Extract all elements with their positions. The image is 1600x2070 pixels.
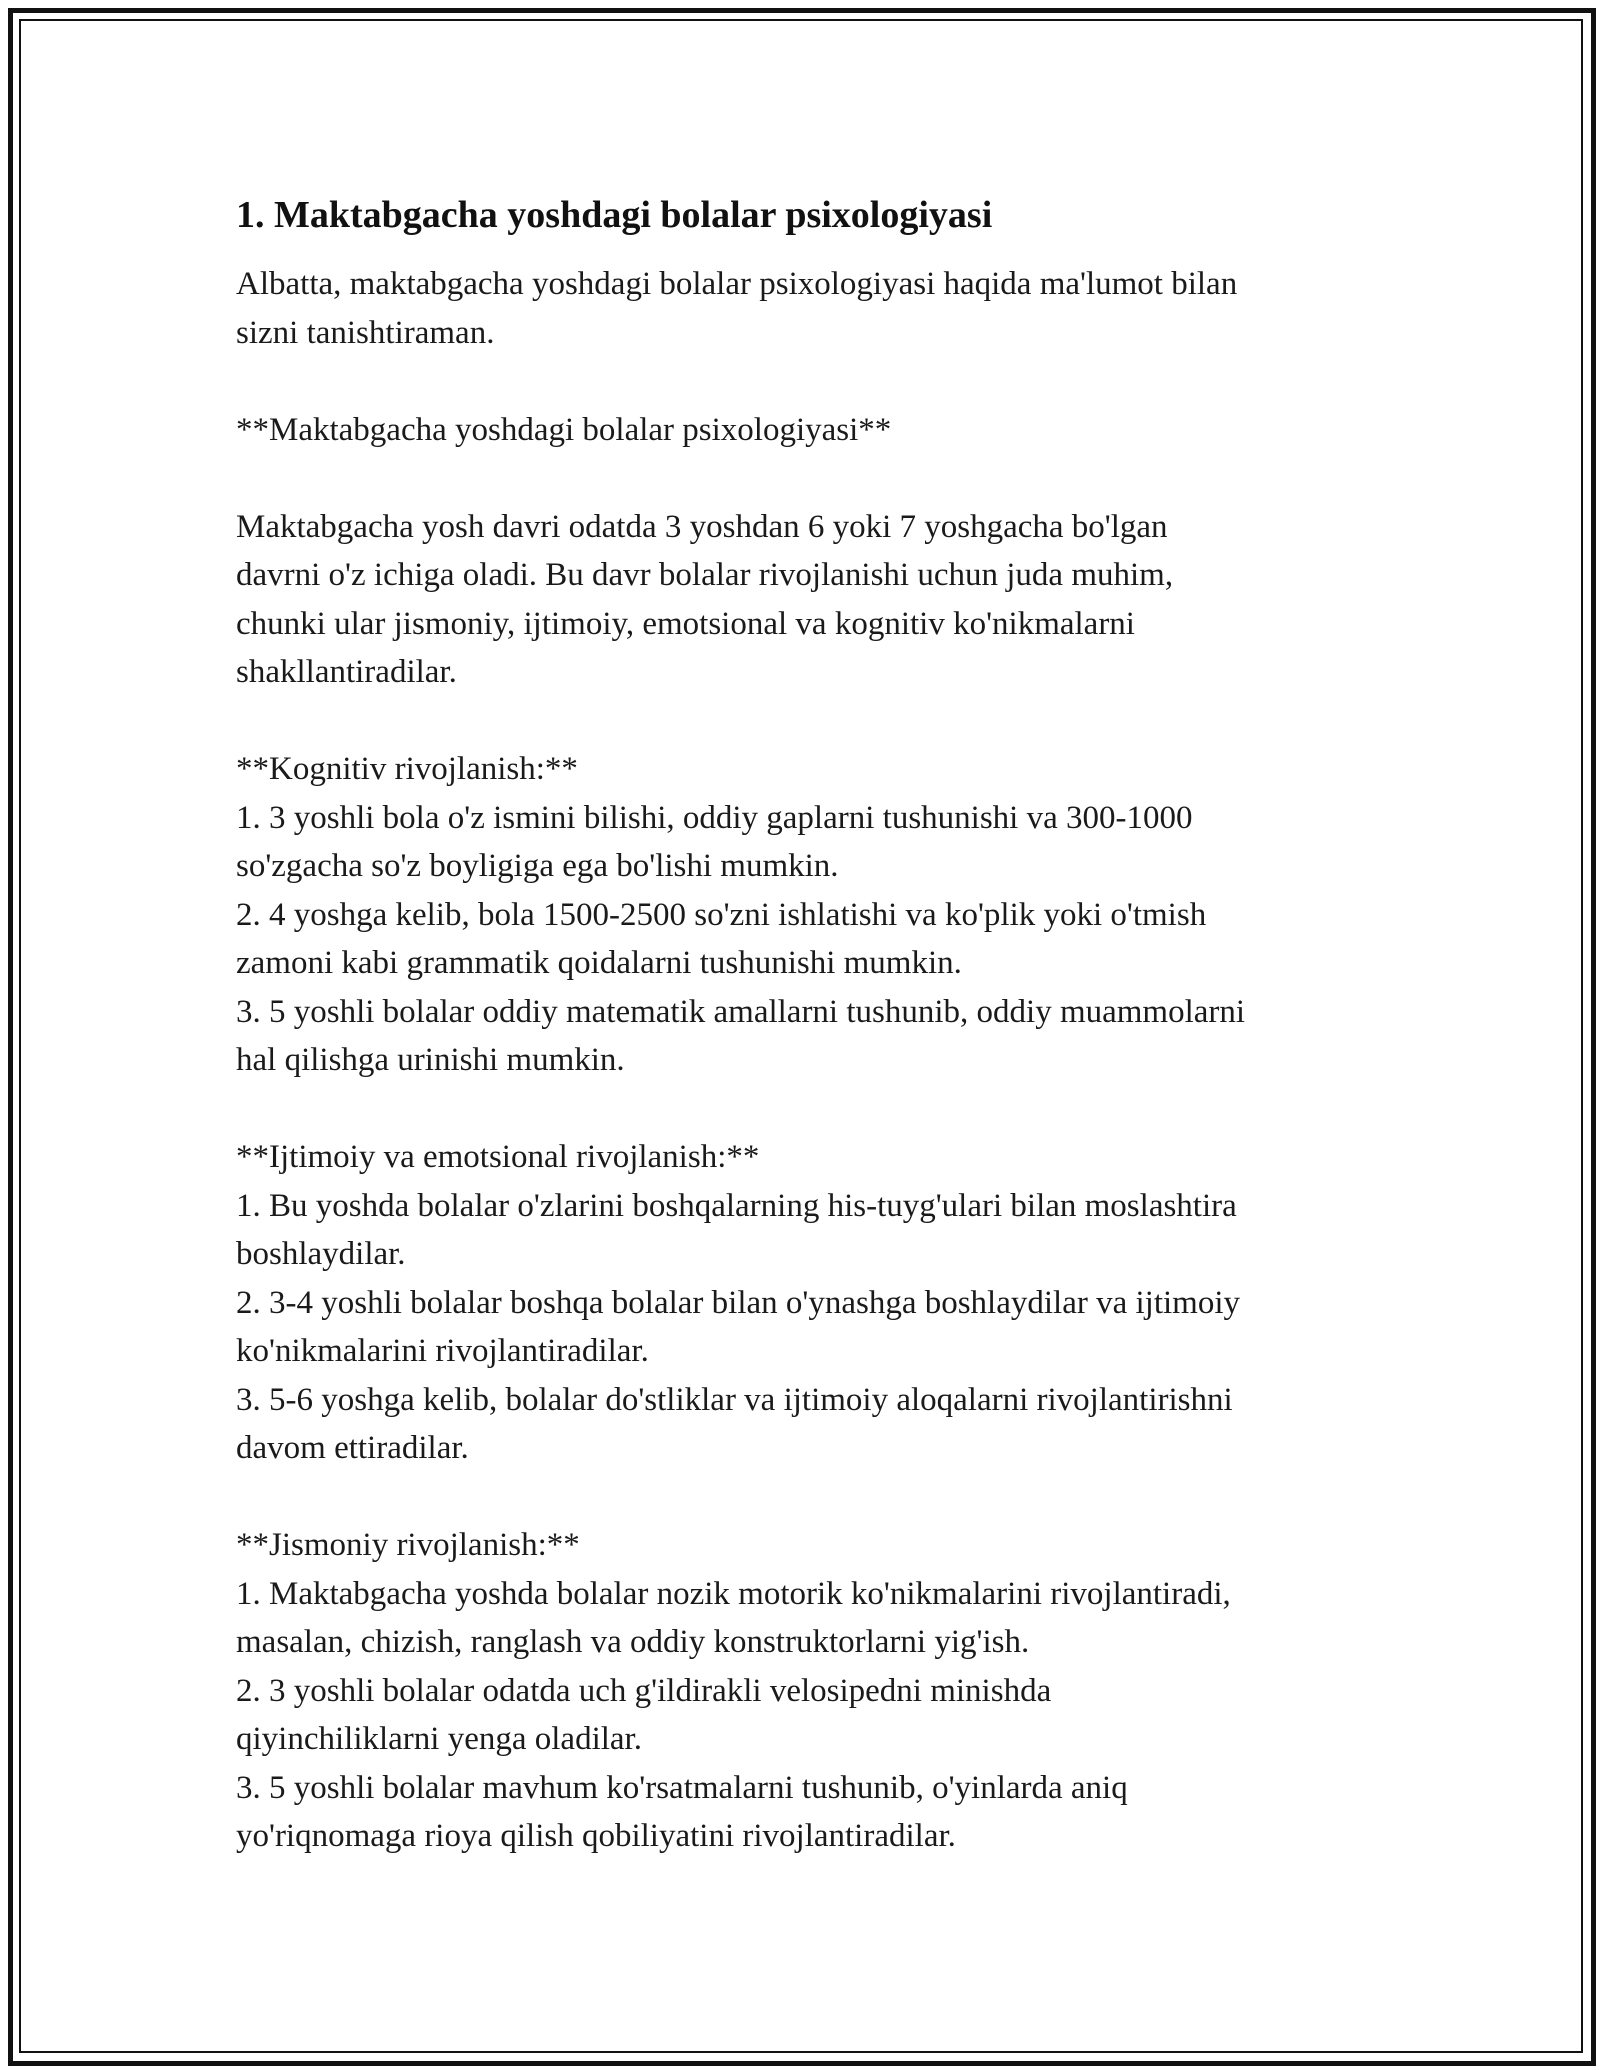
section-cognitive — [236, 745, 1366, 1085]
text-line: Albatta, maktabgacha yoshdagi bolalar psixologiyasi haqida ma'lumot bilan — [236, 266, 1238, 302]
section-heading: **Jismoniy rivojlanish:** — [236, 1527, 580, 1563]
section-heading: **Ijtimoiy va emotsional rivojlanish:** — [236, 1139, 760, 1175]
text-line: davrni o'z ichiga oladi. Bu davr bolalar rivojlanishi uchun juda muhim, — [236, 557, 1174, 593]
list-item-line: 2. 3 yoshli bolalar odatda uch g'ildirakli velosipedni minishda — [236, 1672, 1052, 1709]
list-item-line: hal qilishga urinishi mumkin. — [236, 1042, 625, 1078]
text-line: shakllantiradilar. — [236, 654, 457, 690]
list-item-line: masalan, chizish, ranglash va oddiy konstruktorlarni yig'ish. — [236, 1624, 1030, 1660]
section-physical — [236, 1521, 1366, 1861]
list-item-line: zamoni kabi grammatik qoidalarni tushunishi mumkin. — [236, 945, 962, 981]
intro-paragraph — [236, 260, 1366, 357]
list-item-line: 1. 3 yoshli bola o'z ismini bilishi, oddiy gaplarni tushunishi va 300-1000 — [236, 799, 1193, 836]
list-item-line: 1. Bu yoshda bolalar o'zlarini boshqalarning his-tuyg'ulari bilan moslashtira — [236, 1187, 1237, 1224]
list-item-line: 3. 5 yoshli bolalar oddiy matematik amallarni tushunib, oddiy muammolarni — [236, 993, 1246, 1030]
list-item-line: so'zgacha so'z boyligiga ega bo'lishi mumkin. — [236, 848, 839, 884]
text-line: sizni tanishtiraman. — [236, 314, 495, 351]
list-item-line: boshlaydilar. — [236, 1236, 406, 1272]
list-item-line: ko'nikmalarini rivojlantiradilar. — [236, 1333, 649, 1369]
list-item-line: 3. 5-6 yoshga kelib, bolalar do'stliklar va ijtimoiy aloqalarni rivojlantirishni — [236, 1381, 1233, 1418]
section-heading: **Kognitiv rivojlanish:** — [236, 751, 578, 787]
list-item-line: yo'riqnomaga rioya qilish qobiliyatini rivojlantiradilar. — [236, 1818, 956, 1854]
overview-paragraph — [236, 503, 1366, 697]
document-body — [236, 192, 1366, 1861]
list-item-line: qiyinchiliklarni yenga oladilar. — [236, 1721, 642, 1757]
subtitle-text: **Maktabgacha yoshdagi bolalar psixologiyasi** — [236, 411, 892, 448]
list-item-line: 2. 3-4 yoshli bolalar boshqa bolalar bilan o'ynashga boshlaydilar va ijtimoiy — [236, 1284, 1241, 1321]
list-item-line: 2. 4 yoshga kelib, bola 1500-2500 so'zni ishlatishi va ko'plik yoki o'tmish — [236, 896, 1207, 933]
list-item-line: 3. 5 yoshli bolalar mavhum ko'rsatmalarni tushunib, o'yinlarda aniq — [236, 1769, 1128, 1806]
page-title: 1. Maktabgacha yoshdagi bolalar psixologiyasi — [236, 194, 993, 236]
text-line: Maktabgacha yosh davri odatda 3 yoshdan 6 yoki 7 yoshgacha bo'lgan — [236, 508, 1168, 545]
section-social-emotional — [236, 1133, 1366, 1473]
list-item-line: 1. Maktabgacha yoshda bolalar nozik motorik ko'nikmalarini rivojlantiradi, — [236, 1575, 1231, 1612]
list-item-line: davom ettiradilar. — [236, 1430, 469, 1466]
subtitle — [236, 406, 1366, 455]
text-line: chunki ular jismoniy, ijtimoiy, emotsional va kognitiv ko'nikmalarni — [236, 605, 1135, 642]
